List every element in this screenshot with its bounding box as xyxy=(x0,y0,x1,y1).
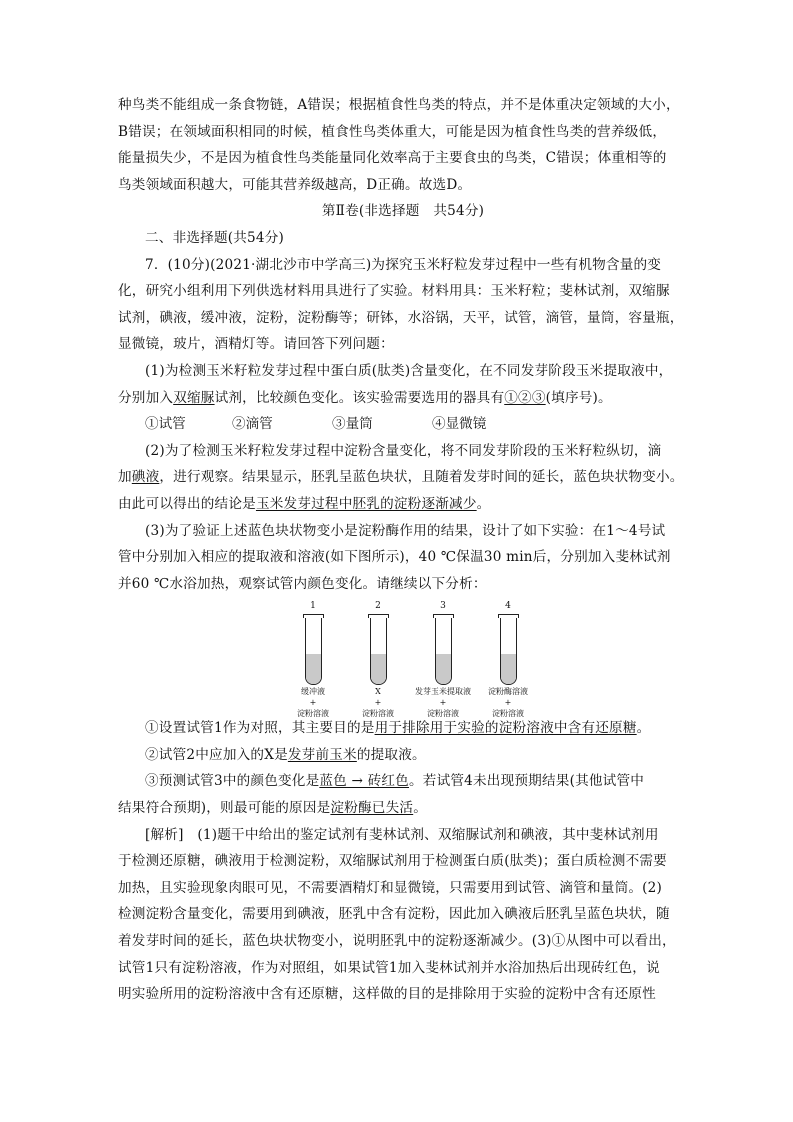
answer: 淀粉酶已失活 xyxy=(330,800,414,817)
text-line: 鸟类领域面积越大，可能其营养级越高，D正确。故选D。 xyxy=(118,176,472,193)
text: 试剂，比较颜色变化。该实验需要选用的器具有 xyxy=(214,389,505,406)
tube-label: 淀粉溶液 xyxy=(492,709,524,719)
text: (填序号)。 xyxy=(545,389,612,406)
text: ①设置试管1作为对照，其主要目的是 xyxy=(145,720,375,737)
text-line: 能量损失少，不是因为植食性鸟类能量同化效率高于主要食虫的鸟类，C错误；体重相等的 xyxy=(118,150,667,167)
options-row xyxy=(118,411,688,438)
tube-number: 2 xyxy=(375,601,381,612)
section-subtitle: 二、非选择题(共54分) xyxy=(145,229,285,246)
text: ，进行观察。结果显示，胚乳呈蓝色块状，且随着发芽时间的延长，蓝色块状物变小。 xyxy=(159,469,684,486)
analysis-line: 着发芽时间的延长，蓝色块状物变小，说明胚乳中的淀粉逐渐减少。(3)①从图中可以看出， xyxy=(118,933,676,950)
question-stem: 试剂，碘液，缓冲液，淀粉，淀粉酶等；研钵，水浴锅，天平，试管，滴管，量筒，容量瓶， xyxy=(118,309,684,326)
sub-answer-1 xyxy=(118,715,688,742)
text: 的提取液。 xyxy=(356,746,426,763)
tube-plus: + xyxy=(309,698,317,708)
sub-answer-3-line2 xyxy=(118,795,688,822)
sub-answer-2 xyxy=(118,742,688,769)
analysis-line: 明实验所用的淀粉溶液中含有还原糖，这样做的目的是排除用于实验的淀粉中含有还原性 xyxy=(118,986,656,1003)
option: ①试管 xyxy=(145,416,186,433)
text: ②试管2中应加入的X是 xyxy=(145,746,288,763)
tube-number: 1 xyxy=(310,601,316,612)
sub-question-1-line2 xyxy=(118,385,688,412)
text-line: B错误；在领域面积相同的时候，植食性鸟类体重大，可能是因为植食性鸟类的营养级低， xyxy=(118,123,667,140)
answer: ①②③ xyxy=(504,389,546,406)
question-stem: 显微镜，玻片，酒精灯等。请回答下列问题： xyxy=(118,336,394,353)
test-tube-figure xyxy=(118,601,688,719)
answer: 玉米发芽过程中胚乳的淀粉逐渐减少 xyxy=(255,495,477,512)
tube-label: 淀粉溶液 xyxy=(362,709,394,719)
sub-question-3: (3)为了验证上述蓝色块状物变小是淀粉酶作用的结果，设计了如下实验：在1～4号试 xyxy=(145,522,666,539)
analysis-line: [解析] (1)题干中给出的鉴定试剂有斐林试剂、双缩脲试剂和碘液，其中斐林试剂用 xyxy=(145,826,659,843)
sub-answer-3 xyxy=(118,768,688,795)
tube-icon xyxy=(435,614,452,685)
answer: 双缩脲 xyxy=(173,389,215,406)
sub-question-2: (2)为了检测玉米籽粒发芽过程中淀粉含量变化，将不同发芽阶段的玉米籽粒纵切，滴 xyxy=(145,442,662,459)
tube-plus: + xyxy=(504,698,512,708)
answer: 用于排除用于实验的淀粉溶液中含有还原糖 xyxy=(374,720,637,737)
tube-plus: + xyxy=(439,698,447,708)
tube-label: 淀粉溶液 xyxy=(297,709,329,719)
question-stem: 化，研究小组利用下列供选材料用具进行了实验。材料用具：玉米籽粒；斐林试剂，双缩脲 xyxy=(118,283,670,300)
text: 分别加入 xyxy=(118,389,174,406)
option: ④显微镜 xyxy=(432,416,487,433)
tube-number: 4 xyxy=(505,601,511,612)
tube-label: 淀粉溶液 xyxy=(427,709,459,719)
tube-icon xyxy=(500,614,517,685)
analysis-line: 于检测还原糖，碘液用于检测淀粉，双缩脲试剂用于检测蛋白质(肽类)；蛋白质检测不需要 xyxy=(118,853,667,870)
text: 。 xyxy=(413,800,427,817)
tube-label: 淀粉酶溶液 xyxy=(488,687,528,697)
tube-label: X xyxy=(375,687,381,697)
test-tube-4 xyxy=(468,601,548,718)
tube-number: 3 xyxy=(440,601,446,612)
text: 结果符合预期)，则最可能的原因是 xyxy=(118,800,331,817)
sub-question-2-line3 xyxy=(118,491,688,518)
tube-label: 缓冲液 xyxy=(301,687,325,697)
tube-label: 发芽玉米提取液 xyxy=(415,687,471,697)
tube-icon xyxy=(370,614,387,685)
option: ③量筒 xyxy=(332,416,373,433)
option: ②滴管 xyxy=(232,416,273,433)
answer: 蓝色 → 砖红色 xyxy=(319,773,409,790)
text: 。 xyxy=(636,720,651,737)
analysis-line: 加热，且实验现象肉眼可见，不需要酒精灯和显微镜，只需要用到试管、滴管和量筒。(2) xyxy=(118,879,663,896)
text-line: 种鸟类不能组成一条食物链，A错误；根据植食性鸟类的特点，并不是体重决定领域的大小， xyxy=(118,97,680,113)
text: 由此可以得出的结论是 xyxy=(118,495,256,512)
text: ③预测试管3中的颜色变化是 xyxy=(145,773,320,790)
answer: 发芽前玉米 xyxy=(287,746,357,763)
analysis-line: 检测淀粉含量变化，需要用到碘液，胚乳中含有淀粉，因此加入碘液后胚乳呈蓝色块状，随 xyxy=(118,906,670,923)
text: 加 xyxy=(118,469,132,486)
text: 。若试管4未出现预期结果(其他试管中 xyxy=(408,773,645,790)
analysis-line: 试管1只有淀粉溶液，作为对照组，如果试管1加入斐林试剂并水浴加热后出现砖红色，说 xyxy=(118,959,660,976)
sub-question-3: 管中分别加入相应的提取液和溶液(如下图所示)，40 ℃保温30 min后，分别加入斐林试剂 xyxy=(118,549,671,566)
tube-icon xyxy=(305,614,322,685)
document-page xyxy=(118,92,688,1008)
tube-plus: + xyxy=(374,698,382,708)
question-stem: 7．(10分)(2021·湖北沙市中学高三)为探究玉米籽粒发芽过程中一些有机物含量的变 xyxy=(145,256,662,273)
text: 。 xyxy=(476,495,491,512)
sub-question-2-line2 xyxy=(118,464,688,491)
sub-question-1: (1)为检测玉米籽粒发芽过程中蛋白质(肽类)含量变化，在不同发芽阶段玉米提取液中， xyxy=(145,362,673,379)
answer: 碘液 xyxy=(131,469,160,486)
section-title: 第Ⅱ卷(非选择题 共54分) xyxy=(321,203,485,220)
sub-question-3: 并60 ℃水浴加热，观察试管内颜色变化。请继续以下分析： xyxy=(118,575,487,592)
